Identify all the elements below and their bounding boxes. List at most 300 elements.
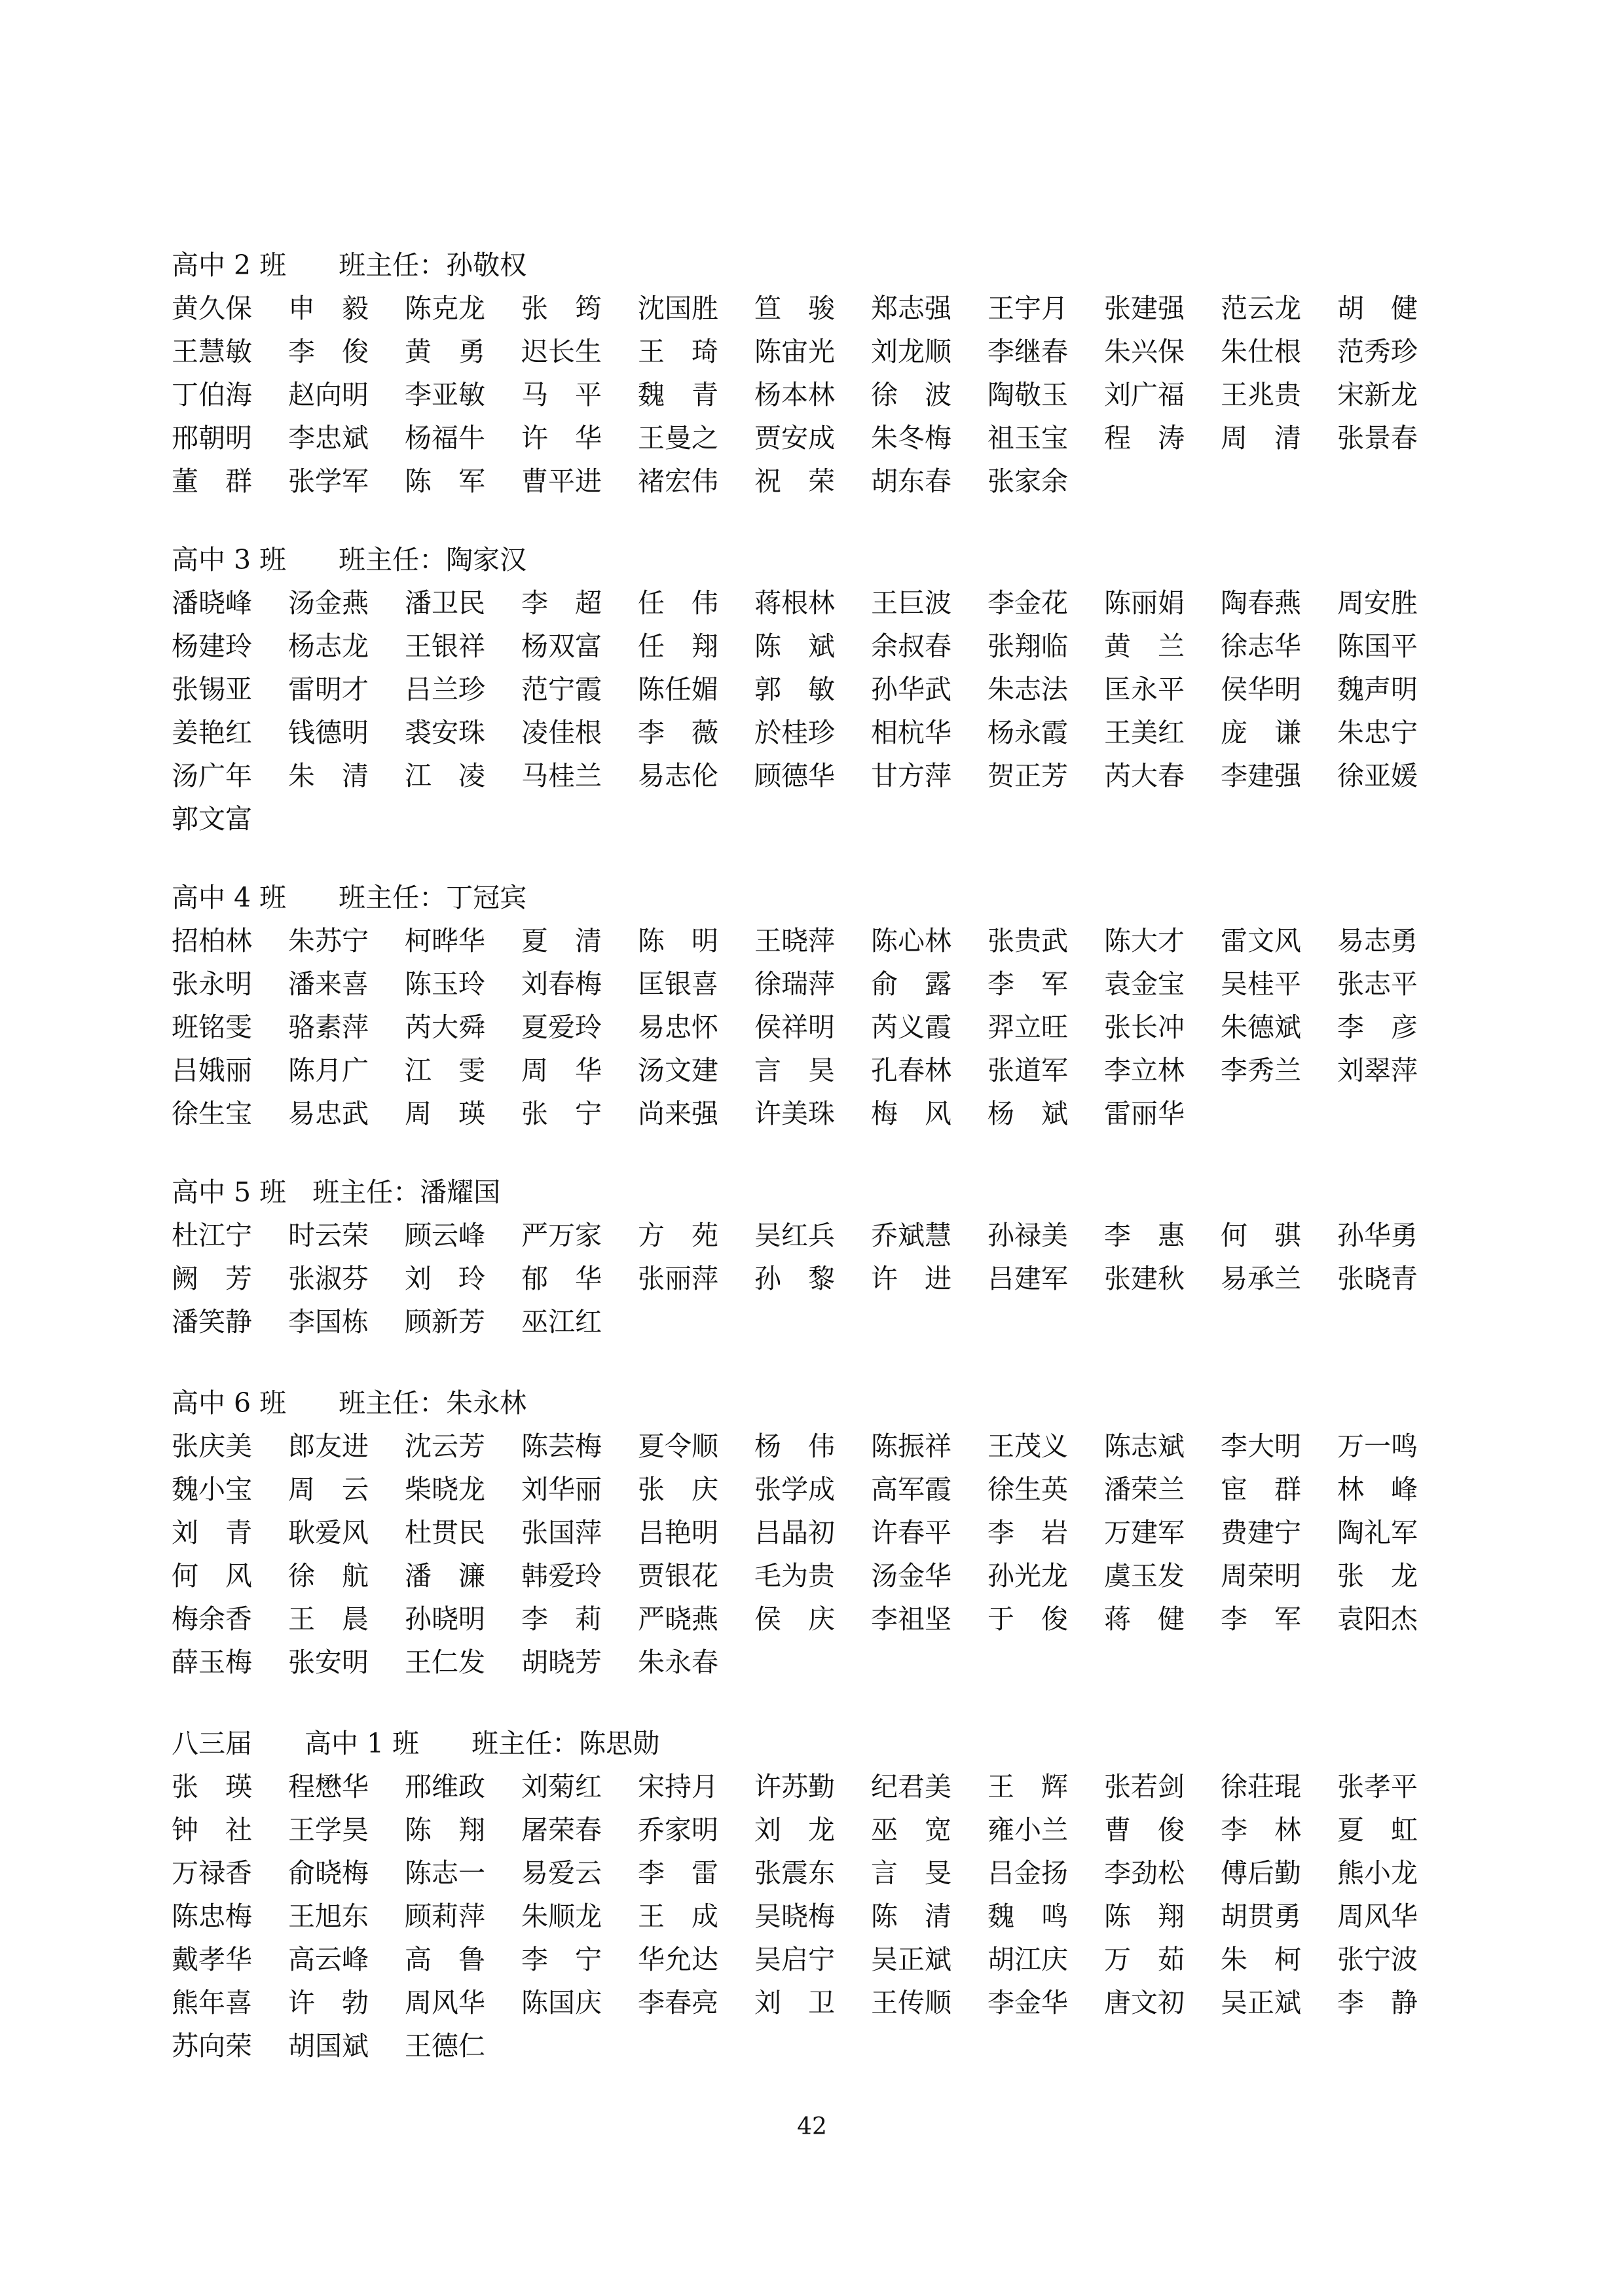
student-name: 姜艳红 — [172, 717, 252, 748]
student-name: 王晓萍 — [754, 925, 835, 957]
student-name: 张永明 — [172, 968, 252, 1000]
student-name: 张建秋 — [1104, 1263, 1185, 1294]
student-name: 潘来喜 — [288, 968, 369, 1000]
student-name: 陈国庆 — [521, 1987, 602, 2018]
student-name: 汤金华 — [871, 1560, 951, 1592]
student-name: 李忠斌 — [288, 422, 369, 454]
section-header — [172, 538, 1416, 581]
student-name: 匡永平 — [1104, 674, 1185, 705]
student-name: 袁金宝 — [1104, 968, 1185, 1000]
student-name: 陈 军 — [405, 465, 485, 497]
student-name: 陈心林 — [871, 925, 951, 957]
student-name: 苏向荣 — [172, 2030, 252, 2062]
student-name: 阙 芳 — [172, 1263, 252, 1294]
student-name: 陈克龙 — [405, 293, 485, 324]
head-teacher-label: 班主任：陈思勋 — [471, 1728, 660, 1759]
name-row — [172, 1981, 1416, 2024]
student-name: 李祖坚 — [871, 1603, 951, 1635]
student-name: 於桂珍 — [754, 717, 835, 748]
student-name: 柴晓龙 — [405, 1474, 485, 1505]
student-name: 胡贯勇 — [1221, 1901, 1301, 1932]
name-row — [172, 1468, 1416, 1511]
student-name: 李 彦 — [1337, 1011, 1418, 1043]
student-name: 任 翔 — [638, 630, 718, 662]
student-name: 芮大舜 — [405, 1011, 485, 1043]
name-row — [172, 754, 1416, 797]
student-name: 张淑芬 — [288, 1263, 369, 1294]
student-name: 陈月广 — [288, 1055, 369, 1086]
student-name: 班铭雯 — [172, 1011, 252, 1043]
student-name: 吴启宁 — [754, 1944, 835, 1975]
student-name: 张震东 — [754, 1857, 835, 1889]
head-teacher-label: 班主任：陶家汉 — [339, 544, 527, 575]
student-name: 高 鲁 — [405, 1944, 485, 1975]
name-row — [172, 1554, 1416, 1597]
name-row — [172, 1092, 1416, 1135]
student-name: 陈振祥 — [871, 1430, 951, 1462]
student-name: 朱忠宁 — [1337, 717, 1418, 748]
student-name: 汤文建 — [638, 1055, 718, 1086]
student-name: 王曼之 — [638, 422, 718, 454]
student-name: 潘晓峰 — [172, 587, 252, 619]
student-name: 陈丽娟 — [1104, 587, 1185, 619]
student-name: 郭 敏 — [754, 674, 835, 705]
student-name: 言 昊 — [754, 1055, 835, 1086]
student-name: 杨建玲 — [172, 630, 252, 662]
student-name: 沈国胜 — [638, 293, 718, 324]
student-name: 马桂兰 — [521, 760, 602, 792]
student-name: 李国栋 — [288, 1306, 369, 1338]
student-name: 尚来强 — [638, 1098, 718, 1129]
student-name: 周 清 — [1221, 422, 1301, 454]
student-name: 魏 鸣 — [987, 1901, 1068, 1932]
student-name: 张道军 — [987, 1055, 1068, 1086]
student-name: 黄 兰 — [1104, 630, 1185, 662]
student-name: 屠荣春 — [521, 1814, 602, 1846]
student-name: 夏 清 — [521, 925, 602, 957]
student-name: 周 华 — [521, 1055, 602, 1086]
student-name: 吴红兵 — [754, 1220, 835, 1251]
student-name: 张学成 — [754, 1474, 835, 1505]
student-name: 吕艳明 — [638, 1517, 718, 1548]
student-name: 许美珠 — [754, 1098, 835, 1129]
student-name: 张丽萍 — [638, 1263, 718, 1294]
student-name: 杨双富 — [521, 630, 602, 662]
student-name: 郎友进 — [288, 1430, 369, 1462]
student-name: 王旭东 — [288, 1901, 369, 1932]
student-name: 王 琦 — [638, 336, 718, 367]
name-row — [172, 1641, 1416, 1684]
student-name: 李继春 — [987, 336, 1068, 367]
student-name: 费建宁 — [1221, 1517, 1301, 1548]
class-label: 高中 6 班 — [172, 1387, 287, 1419]
class-label: 高中 5 班 — [172, 1176, 287, 1208]
student-name: 徐荘琨 — [1221, 1771, 1301, 1802]
student-name: 陈志斌 — [1104, 1430, 1185, 1462]
student-name: 王德仁 — [405, 2030, 485, 2062]
class-label: 高中 4 班 — [172, 882, 287, 913]
name-row — [172, 2024, 1416, 2068]
student-name: 陈宙光 — [754, 336, 835, 367]
student-name: 陶春燕 — [1221, 587, 1301, 619]
student-name: 孙光龙 — [987, 1560, 1068, 1592]
student-name: 耿爱风 — [288, 1517, 369, 1548]
student-name: 张 庆 — [638, 1474, 718, 1505]
student-name: 张志平 — [1337, 968, 1418, 1000]
student-name: 朱德斌 — [1221, 1011, 1301, 1043]
student-name: 胡 健 — [1337, 293, 1418, 324]
head-teacher-label: 班主任：潘耀国 — [312, 1176, 501, 1208]
student-name: 许 勃 — [288, 1987, 369, 2018]
section-header — [172, 244, 1416, 287]
student-name: 李大明 — [1221, 1430, 1301, 1462]
student-name: 庞 谦 — [1221, 717, 1301, 748]
student-name: 虞玉发 — [1104, 1560, 1185, 1592]
student-name: 朱冬梅 — [871, 422, 951, 454]
student-name: 刘 青 — [172, 1517, 252, 1548]
student-name: 吕娥丽 — [172, 1055, 252, 1086]
student-name: 杨 斌 — [987, 1098, 1068, 1129]
student-name: 李春亮 — [638, 1987, 718, 2018]
student-name: 侯华明 — [1221, 674, 1301, 705]
student-name: 羿立旺 — [987, 1011, 1068, 1043]
class-label: 高中 3 班 — [172, 544, 287, 575]
student-name: 甘方萍 — [871, 760, 951, 792]
student-name: 顾莉萍 — [405, 1901, 485, 1932]
student-name: 徐亚媛 — [1337, 760, 1418, 792]
student-name: 邢朝明 — [172, 422, 252, 454]
student-name: 李 军 — [1221, 1603, 1301, 1635]
student-name: 胡国斌 — [288, 2030, 369, 2062]
student-name: 乔斌慧 — [871, 1220, 951, 1251]
student-name: 李 俊 — [288, 336, 369, 367]
student-name: 毛为贵 — [754, 1560, 835, 1592]
student-name: 贾银花 — [638, 1560, 718, 1592]
student-name: 汤广年 — [172, 760, 252, 792]
student-name: 乔家明 — [638, 1814, 718, 1846]
name-row — [172, 1765, 1416, 1808]
student-name: 林 峰 — [1337, 1474, 1418, 1505]
student-name: 刘 卫 — [754, 1987, 835, 2018]
student-name: 巫 宽 — [871, 1814, 951, 1846]
student-name: 相杭华 — [871, 717, 951, 748]
student-name: 李 超 — [521, 587, 602, 619]
student-name: 陈芸梅 — [521, 1430, 602, 1462]
student-name: 袁阳杰 — [1337, 1603, 1418, 1635]
student-name: 范宁霞 — [521, 674, 602, 705]
student-name: 丁伯海 — [172, 379, 252, 410]
student-name: 王 辉 — [987, 1771, 1068, 1802]
student-name: 夏 虹 — [1337, 1814, 1418, 1846]
student-name: 李劲松 — [1104, 1857, 1185, 1889]
student-name: 李秀兰 — [1221, 1055, 1301, 1086]
student-name: 王茂义 — [987, 1430, 1068, 1462]
student-name: 王慧敏 — [172, 336, 252, 367]
class-section-2 — [172, 244, 1416, 503]
student-name: 祝 荣 — [754, 465, 835, 497]
student-name: 刘翠萍 — [1337, 1055, 1418, 1086]
class-label: 高中 1 班 — [304, 1728, 420, 1759]
student-name: 高云峰 — [288, 1944, 369, 1975]
student-name: 许 华 — [521, 422, 602, 454]
student-name: 周荣明 — [1221, 1560, 1301, 1592]
student-name: 杜贯民 — [405, 1517, 485, 1548]
student-name: 陈大才 — [1104, 925, 1185, 957]
section-header — [172, 1722, 1416, 1765]
student-name: 万建军 — [1104, 1517, 1185, 1548]
student-name: 戴孝华 — [172, 1944, 252, 1975]
student-name: 裘安珠 — [405, 717, 485, 748]
class-section-5 — [172, 1171, 1416, 1343]
student-name: 张若剑 — [1104, 1771, 1185, 1802]
student-name: 凌佳根 — [521, 717, 602, 748]
student-name: 万禄香 — [172, 1857, 252, 1889]
student-name: 程 涛 — [1104, 422, 1185, 454]
student-name: 周 瑛 — [405, 1098, 485, 1129]
student-name: 曹 俊 — [1104, 1814, 1185, 1846]
name-row — [172, 668, 1416, 711]
student-name: 杜江宁 — [172, 1220, 252, 1251]
student-name: 梅 风 — [871, 1098, 951, 1129]
student-name: 汤金燕 — [288, 587, 369, 619]
student-name: 蒋根林 — [754, 587, 835, 619]
student-name: 熊小龙 — [1337, 1857, 1418, 1889]
section-header — [172, 1381, 1416, 1425]
student-name: 张安明 — [288, 1647, 369, 1678]
student-name: 刘龙顺 — [871, 336, 951, 367]
student-name: 李 军 — [987, 968, 1068, 1000]
student-name: 雷明才 — [288, 674, 369, 705]
student-name: 张晓青 — [1337, 1263, 1418, 1294]
student-name: 时云荣 — [288, 1220, 369, 1251]
student-name: 张宁波 — [1337, 1944, 1418, 1975]
student-name: 华允达 — [638, 1944, 718, 1975]
student-name: 钱德明 — [288, 717, 369, 748]
student-name: 张翔临 — [987, 630, 1068, 662]
student-name: 王美红 — [1104, 717, 1185, 748]
student-name: 朱 清 — [288, 760, 369, 792]
student-name: 韩爱玲 — [521, 1560, 602, 1592]
student-name: 曹平进 — [521, 465, 602, 497]
student-name: 范云龙 — [1221, 293, 1301, 324]
student-name: 刘春梅 — [521, 968, 602, 1000]
student-name: 万 茹 — [1104, 1944, 1185, 1975]
name-row — [172, 1938, 1416, 1981]
student-name: 李 静 — [1337, 1987, 1418, 2018]
student-name: 顾新芳 — [405, 1306, 485, 1338]
student-name: 朱仕根 — [1221, 336, 1301, 367]
student-name: 吴晓梅 — [754, 1901, 835, 1932]
student-name: 迟长生 — [521, 336, 602, 367]
student-name: 李建强 — [1221, 760, 1301, 792]
student-name: 吴正斌 — [871, 1944, 951, 1975]
student-name: 李 宁 — [521, 1944, 602, 1975]
section-header — [172, 876, 1416, 919]
class-section-6 — [172, 1381, 1416, 1684]
student-name: 陈任媚 — [638, 674, 718, 705]
student-name: 周风华 — [1337, 1901, 1418, 1932]
student-name: 王宇月 — [987, 293, 1068, 324]
student-name: 朱苏宁 — [288, 925, 369, 957]
student-name: 纪君美 — [871, 1771, 951, 1802]
section-header — [172, 1171, 1416, 1214]
student-name: 笪 骏 — [754, 293, 835, 324]
student-name: 张孝平 — [1337, 1771, 1418, 1802]
student-name: 许春平 — [871, 1517, 951, 1548]
student-name: 张长冲 — [1104, 1011, 1185, 1043]
student-name: 吕兰珍 — [405, 674, 485, 705]
student-name: 王传顺 — [871, 1987, 951, 2018]
student-name: 方 苑 — [638, 1220, 718, 1251]
student-name: 朱志法 — [987, 674, 1068, 705]
student-name: 傅后勤 — [1221, 1857, 1301, 1889]
student-name: 魏小宝 — [172, 1474, 252, 1505]
student-name: 王学昊 — [288, 1814, 369, 1846]
student-name: 陈 翔 — [1104, 1901, 1185, 1932]
student-name: 吴桂平 — [1221, 968, 1301, 1000]
student-name: 孙华勇 — [1337, 1220, 1418, 1251]
student-name: 徐生宝 — [172, 1098, 252, 1129]
student-name: 朱顺龙 — [521, 1901, 602, 1932]
student-name: 任 伟 — [638, 587, 718, 619]
student-name: 高军霞 — [871, 1474, 951, 1505]
student-name: 陶礼军 — [1337, 1517, 1418, 1548]
student-name: 李立林 — [1104, 1055, 1185, 1086]
student-name: 黄久保 — [172, 293, 252, 324]
name-row — [172, 416, 1416, 460]
student-name: 杨本林 — [754, 379, 835, 410]
name-row — [172, 625, 1416, 668]
student-name: 赵向明 — [288, 379, 369, 410]
name-row — [172, 1425, 1416, 1468]
student-name: 易爱云 — [521, 1857, 602, 1889]
student-name: 徐 波 — [871, 379, 951, 410]
student-name: 严万家 — [521, 1220, 602, 1251]
student-name: 董 群 — [172, 465, 252, 497]
student-name: 刘 玲 — [405, 1263, 485, 1294]
student-name: 孙禄美 — [987, 1220, 1068, 1251]
student-name: 侯 庆 — [754, 1603, 835, 1635]
student-name: 顾云峰 — [405, 1220, 485, 1251]
student-name: 徐瑞萍 — [754, 968, 835, 1000]
name-row — [172, 581, 1416, 625]
student-name: 杨志龙 — [288, 630, 369, 662]
student-name: 李 林 — [1221, 1814, 1301, 1846]
student-name: 吕建军 — [987, 1263, 1068, 1294]
student-name: 潘荣兰 — [1104, 1474, 1185, 1505]
head-teacher-label: 班主任：孙敬权 — [339, 249, 527, 281]
student-name: 程懋华 — [288, 1771, 369, 1802]
student-name: 唐文初 — [1104, 1987, 1185, 2018]
name-row — [172, 1257, 1416, 1300]
student-name: 严晓燕 — [638, 1603, 718, 1635]
student-name: 陶敬玉 — [987, 379, 1068, 410]
head-teacher-label: 班主任：朱永林 — [339, 1387, 527, 1419]
student-name: 俞晓梅 — [288, 1857, 369, 1889]
student-name: 申 毅 — [288, 293, 369, 324]
student-name: 郁 华 — [521, 1263, 602, 1294]
student-name: 易忠武 — [288, 1098, 369, 1129]
student-name: 李金花 — [987, 587, 1068, 619]
student-name: 吕晶初 — [754, 1517, 835, 1548]
student-name: 俞 露 — [871, 968, 951, 1000]
student-name: 邢维政 — [405, 1771, 485, 1802]
student-name: 易忠怀 — [638, 1011, 718, 1043]
name-row — [172, 1808, 1416, 1851]
student-name: 张 瑛 — [172, 1771, 252, 1802]
student-name: 杨 伟 — [754, 1430, 835, 1462]
student-name: 于 俊 — [987, 1603, 1068, 1635]
page-number: 42 — [797, 2113, 827, 2140]
student-name: 王 成 — [638, 1901, 718, 1932]
student-name: 张国萍 — [521, 1517, 602, 1548]
student-name: 张 龙 — [1337, 1560, 1418, 1592]
student-name: 李 莉 — [521, 1603, 602, 1635]
student-name: 陈 明 — [638, 925, 718, 957]
student-name: 王 晨 — [288, 1603, 369, 1635]
student-name: 李 雷 — [638, 1857, 718, 1889]
student-name: 孙晓明 — [405, 1603, 485, 1635]
student-name: 贾安成 — [754, 422, 835, 454]
name-row — [172, 287, 1416, 330]
student-name: 徐志华 — [1221, 630, 1301, 662]
class-section-83-1 — [172, 1722, 1416, 2068]
student-name: 刘菊红 — [521, 1771, 602, 1802]
student-name: 雷丽华 — [1104, 1098, 1185, 1129]
student-name: 李金华 — [987, 1987, 1068, 2018]
student-name: 贺正芳 — [987, 760, 1068, 792]
student-name: 蒋 健 — [1104, 1603, 1185, 1635]
student-name: 张学军 — [288, 465, 369, 497]
student-name: 侯祥明 — [754, 1011, 835, 1043]
student-name: 陈志一 — [405, 1857, 485, 1889]
student-name: 张贵武 — [987, 925, 1068, 957]
student-name: 江 雯 — [405, 1055, 485, 1086]
student-name: 陈 斌 — [754, 630, 835, 662]
name-row — [172, 962, 1416, 1006]
student-name: 孙 黎 — [754, 1263, 835, 1294]
student-name: 张 筠 — [521, 293, 602, 324]
student-name: 周风华 — [405, 1987, 485, 2018]
student-name: 吕金扬 — [987, 1857, 1068, 1889]
student-name: 宦 群 — [1221, 1474, 1301, 1505]
student-name: 李亚敏 — [405, 379, 485, 410]
student-name: 张 宁 — [521, 1098, 602, 1129]
class-section-4 — [172, 876, 1416, 1135]
student-name: 吴正斌 — [1221, 1987, 1301, 2018]
student-name: 李 岩 — [987, 1517, 1068, 1548]
student-name: 张庆美 — [172, 1430, 252, 1462]
student-name: 郭文富 — [172, 803, 252, 835]
student-name: 夏令顺 — [638, 1430, 718, 1462]
student-name: 何 风 — [172, 1560, 252, 1592]
student-name: 余叔春 — [871, 630, 951, 662]
student-name: 柯晔华 — [405, 925, 485, 957]
student-name: 徐 航 — [288, 1560, 369, 1592]
student-name: 万一鸣 — [1337, 1430, 1418, 1462]
student-name: 顾德华 — [754, 760, 835, 792]
student-name: 梅余香 — [172, 1603, 252, 1635]
student-name: 张家余 — [987, 465, 1068, 497]
student-name: 易承兰 — [1221, 1263, 1301, 1294]
student-name: 雍小兰 — [987, 1814, 1068, 1846]
student-name: 刘广福 — [1104, 379, 1185, 410]
student-name: 雷文风 — [1221, 925, 1301, 957]
student-name: 潘 濂 — [405, 1560, 485, 1592]
student-name: 刘华丽 — [521, 1474, 602, 1505]
student-name: 张景春 — [1337, 422, 1418, 454]
student-name: 何 骐 — [1221, 1220, 1301, 1251]
